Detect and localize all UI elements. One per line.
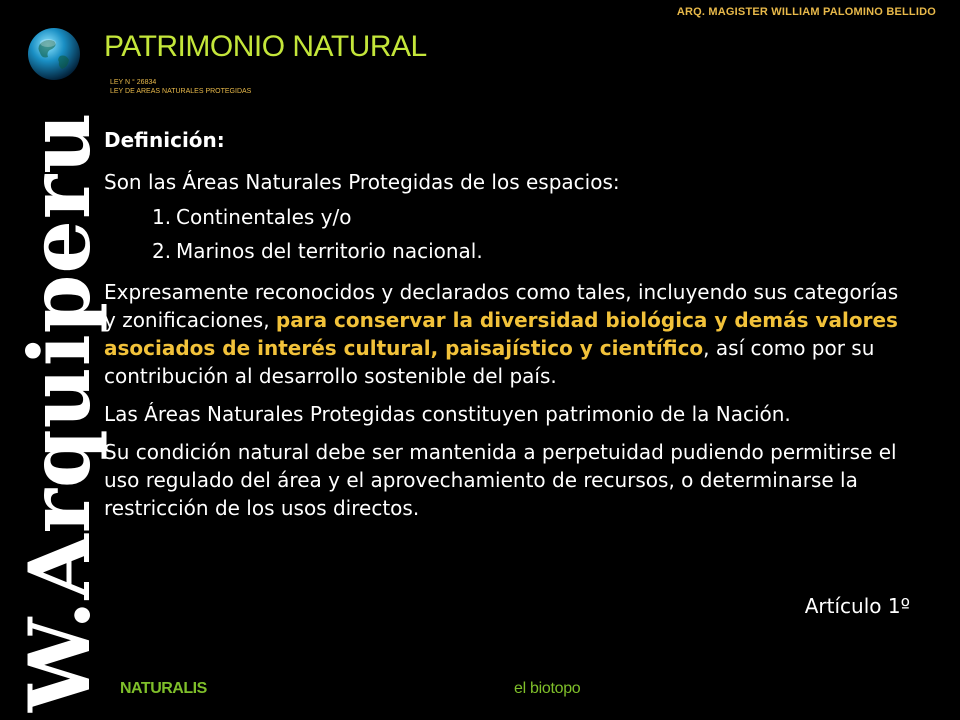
slide-content — [104, 126, 904, 532]
law-number: LEY N ° 26834 — [110, 79, 157, 86]
page-title: PATRIMONIO NATURAL — [104, 30, 427, 63]
intro-text: Son las Áreas Naturales Protegidas de los espacios: — [104, 170, 620, 194]
author-label: ARQ. MAGISTER WILLIAM PALOMINO BELLIDO — [676, 6, 936, 18]
list-item — [104, 234, 904, 268]
footer-biotopo: el biotopo — [514, 680, 581, 697]
paragraph-condition: Su condición natural debe ser mantenida a perpetuidad pudiendo permitirse el uso regulado del área y el aprovechamiento de recursos, o determinarse la restricción de los usos directos. — [104, 440, 897, 520]
paragraph-text: Expresamente reconocidos y declarados como tales, incluyendo sus categorías y zonificaciones, — [104, 280, 899, 332]
paragraph-purpose — [104, 278, 904, 390]
highlighted-text: para conservar la diversidad biológica y demás valores asociados de interés cultural, paisajístico y científico — [104, 308, 898, 360]
brand-vertical-text: W.Arquiperu — [10, 111, 109, 712]
law-name: LEY DE AREAS NATURALES PROTEGIDAS — [110, 88, 252, 95]
globe-icon — [26, 26, 82, 82]
paragraph-text: , así como por su contribución al desarrollo sostenible del país. — [104, 336, 875, 388]
article-reference: Artículo 1º — [804, 594, 910, 618]
footer-naturalis: NATURALIS — [120, 680, 207, 697]
list-text: Marinos del territorio nacional. — [176, 239, 483, 263]
list-text: Continentales y/o — [176, 205, 352, 229]
list-item — [104, 200, 904, 234]
list-number: 2. — [152, 239, 172, 263]
numbered-list — [104, 200, 904, 268]
paragraph-heritage: Las Áreas Naturales Protegidas constituyen patrimonio de la Nación. — [104, 402, 791, 426]
law-subtitle — [110, 78, 251, 96]
list-number: 1. — [152, 205, 172, 229]
definition-heading: Definición: — [104, 128, 225, 152]
